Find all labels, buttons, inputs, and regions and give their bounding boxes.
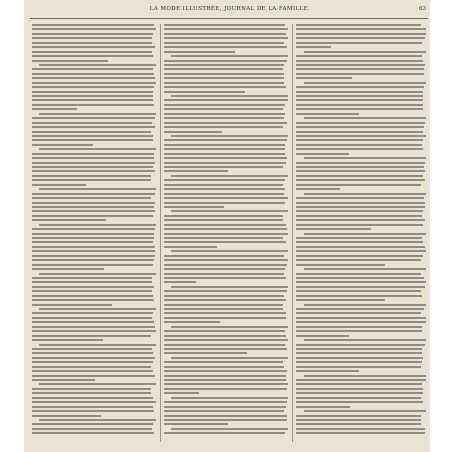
text-line — [164, 375, 286, 377]
text-line — [296, 24, 421, 26]
text-line — [164, 170, 228, 172]
text-line — [164, 241, 286, 243]
text-line — [296, 237, 422, 239]
text-line — [296, 126, 424, 128]
text-line — [32, 312, 153, 314]
column-divider — [292, 24, 293, 442]
text-line — [296, 210, 423, 212]
text-line — [32, 91, 153, 93]
text-line — [164, 104, 285, 106]
text-line — [164, 259, 288, 261]
text-line — [296, 379, 426, 381]
text-line — [32, 401, 156, 403]
text-line — [296, 228, 371, 230]
text-line — [32, 233, 154, 235]
text-line — [296, 144, 422, 146]
text-line — [296, 113, 359, 115]
text-line — [304, 268, 426, 270]
text-line — [296, 419, 421, 421]
text-line — [32, 86, 154, 88]
text-line — [32, 139, 153, 141]
text-line — [164, 392, 199, 394]
text-line — [32, 51, 152, 53]
text-line — [164, 273, 284, 275]
text-line — [164, 91, 245, 93]
page-header — [30, 6, 430, 16]
text-line — [32, 366, 151, 368]
text-line — [164, 86, 286, 88]
text-line — [164, 233, 288, 235]
text-line — [32, 286, 154, 288]
text-line — [164, 153, 285, 155]
text-line — [296, 312, 421, 314]
text-line — [164, 28, 288, 30]
text-line — [32, 219, 106, 221]
text-line — [164, 131, 222, 133]
text-line — [296, 423, 421, 425]
text-line — [296, 281, 426, 283]
text-line — [164, 366, 284, 368]
text-line — [296, 42, 422, 44]
text-line — [296, 170, 425, 172]
text-line — [164, 277, 286, 279]
text-line — [296, 131, 423, 133]
text-line — [164, 193, 284, 195]
text-line — [296, 202, 425, 204]
text-line — [296, 388, 423, 390]
text-line — [32, 135, 153, 137]
text-line — [164, 60, 287, 62]
text-line — [32, 237, 154, 239]
text-line — [164, 339, 288, 341]
text-line — [296, 99, 423, 101]
text-line — [171, 95, 288, 97]
text-line — [164, 330, 285, 332]
text-line — [171, 326, 288, 328]
text-line — [296, 357, 423, 359]
text-line — [296, 317, 426, 319]
text-line — [164, 179, 285, 181]
text-line — [32, 361, 153, 363]
text-line — [296, 277, 424, 279]
text-line — [164, 77, 284, 79]
text-line — [296, 179, 425, 181]
text-line — [164, 344, 285, 346]
text-line — [296, 250, 426, 252]
text-line — [296, 383, 422, 385]
text-line — [32, 415, 101, 417]
text-line — [164, 410, 284, 412]
text-line — [164, 317, 286, 319]
text-line — [164, 423, 228, 425]
text-line — [32, 179, 151, 181]
text-line — [32, 357, 155, 359]
text-line — [164, 24, 285, 26]
text-line — [296, 108, 423, 110]
text-line — [32, 37, 152, 39]
text-line — [171, 286, 288, 288]
text-line — [39, 148, 156, 150]
text-line — [32, 210, 155, 212]
text-line — [164, 162, 286, 164]
text-line — [32, 255, 155, 257]
text-line — [32, 423, 153, 425]
text-line — [296, 148, 423, 150]
text-line — [32, 375, 155, 377]
text-line — [296, 392, 423, 394]
text-line — [32, 206, 154, 208]
text-line — [304, 117, 426, 119]
text-line — [296, 335, 349, 337]
text-line — [171, 175, 288, 177]
text-line — [304, 51, 426, 53]
text-column-2 — [164, 24, 288, 444]
text-line — [164, 68, 283, 70]
text-line — [171, 55, 288, 57]
journal-title: LA MODE ILLUSTRÉE, JOURNAL DE LA FAMILLE. — [149, 6, 311, 12]
text-line — [32, 428, 152, 430]
text-line — [164, 113, 285, 115]
text-line — [32, 197, 151, 199]
text-line — [296, 286, 425, 288]
text-line — [32, 432, 154, 434]
text-line — [164, 144, 285, 146]
text-line — [32, 304, 112, 306]
text-line — [296, 406, 350, 408]
text-line — [39, 224, 156, 226]
text-line — [296, 330, 422, 332]
text-line — [296, 215, 422, 217]
text-line — [32, 108, 77, 110]
text-line — [32, 215, 153, 217]
text-line — [164, 352, 247, 354]
text-line — [304, 193, 426, 195]
text-line — [164, 290, 287, 292]
text-line — [32, 410, 154, 412]
text-line — [164, 415, 287, 417]
text-line — [296, 224, 423, 226]
text-line — [304, 233, 426, 235]
text-line — [39, 188, 156, 190]
text-line — [39, 344, 156, 346]
text-line — [32, 268, 104, 270]
text-line — [164, 304, 283, 306]
text-line — [39, 308, 156, 310]
text-line — [164, 166, 283, 168]
text-line — [32, 290, 152, 292]
text-line — [296, 219, 425, 221]
text-line — [304, 375, 426, 377]
text-line — [164, 184, 283, 186]
text-line — [164, 321, 220, 323]
text-line — [32, 55, 153, 57]
text-line — [304, 157, 426, 159]
text-line — [164, 379, 286, 381]
text-line — [296, 135, 426, 137]
text-line — [164, 148, 285, 150]
text-line — [171, 428, 288, 430]
text-line — [164, 126, 283, 128]
text-line — [164, 264, 287, 266]
text-line — [296, 197, 424, 199]
text-line — [164, 228, 287, 230]
text-line — [32, 295, 153, 297]
text-line — [296, 46, 331, 48]
page-number: 63 — [419, 6, 426, 12]
text-line — [32, 397, 153, 399]
text-line — [32, 330, 156, 332]
text-line — [32, 99, 153, 101]
text-line — [32, 162, 155, 164]
text-line — [32, 28, 156, 30]
text-line — [164, 432, 285, 434]
text-line — [296, 401, 423, 403]
text-line — [164, 122, 287, 124]
text-line — [164, 73, 284, 75]
text-line — [296, 122, 425, 124]
text-line — [296, 361, 422, 363]
text-line — [32, 193, 155, 195]
text-line — [296, 264, 385, 266]
text-line — [296, 259, 421, 261]
text-line — [32, 406, 153, 408]
text-line — [39, 273, 156, 275]
text-line — [296, 241, 423, 243]
text-line — [39, 113, 156, 115]
text-line — [32, 348, 152, 350]
text-line — [171, 397, 288, 399]
text-line — [164, 219, 283, 221]
text-line — [32, 46, 155, 48]
text-line — [32, 126, 155, 128]
text-line — [296, 64, 425, 66]
text-line — [32, 117, 155, 119]
text-line — [164, 246, 217, 248]
text-line — [32, 95, 153, 97]
text-line — [304, 304, 426, 306]
text-line — [296, 188, 340, 190]
text-line — [296, 326, 422, 328]
text-line — [32, 157, 154, 159]
text-line — [296, 162, 425, 164]
text-line — [164, 335, 286, 337]
text-line — [304, 339, 426, 341]
text-line — [296, 432, 425, 434]
text-line — [32, 335, 151, 337]
text-line — [32, 104, 154, 106]
column-divider — [160, 24, 161, 442]
text-line — [296, 273, 421, 275]
text-line — [296, 366, 421, 368]
text-line — [296, 37, 425, 39]
text-line — [32, 166, 153, 168]
text-line — [296, 95, 423, 97]
text-line — [296, 104, 423, 106]
text-line — [32, 264, 153, 266]
text-line — [296, 68, 424, 70]
text-line — [32, 82, 156, 84]
text-line — [32, 77, 155, 79]
text-line — [296, 299, 385, 301]
text-line — [164, 268, 285, 270]
text-line — [296, 77, 352, 79]
text-column-3 — [296, 24, 426, 444]
text-line — [39, 383, 156, 385]
text-line — [164, 401, 287, 403]
text-line — [296, 370, 359, 372]
text-line — [296, 139, 423, 141]
text-line — [171, 357, 288, 359]
text-line — [32, 352, 153, 354]
text-line — [32, 379, 95, 381]
text-line — [32, 246, 155, 248]
text-column-1 — [32, 24, 156, 444]
text-line — [32, 68, 153, 70]
text-line — [171, 250, 288, 252]
text-line — [32, 277, 152, 279]
text-line — [32, 321, 154, 323]
text-line — [32, 170, 155, 172]
text-line — [32, 175, 151, 177]
text-line — [171, 210, 288, 212]
text-line — [32, 259, 154, 261]
text-line — [296, 60, 423, 62]
text-line — [164, 406, 286, 408]
text-line — [32, 122, 152, 124]
text-line — [296, 184, 421, 186]
text-line — [164, 51, 235, 53]
text-line — [39, 419, 156, 421]
text-line — [171, 135, 288, 137]
text-line — [32, 60, 108, 62]
text-line — [164, 383, 288, 385]
text-line — [296, 153, 349, 155]
text-line — [32, 153, 154, 155]
text-line — [296, 415, 421, 417]
text-line — [39, 64, 156, 66]
text-line — [32, 392, 151, 394]
text-line — [296, 397, 421, 399]
text-line — [164, 42, 284, 44]
text-line — [296, 206, 425, 208]
header-rule — [30, 18, 428, 19]
text-line — [296, 55, 422, 57]
text-line — [296, 295, 422, 297]
text-line — [164, 117, 284, 119]
text-line — [164, 64, 284, 66]
text-line — [296, 246, 425, 248]
text-line — [164, 361, 283, 363]
text-line — [296, 308, 424, 310]
text-line — [164, 202, 285, 204]
text-line — [164, 188, 285, 190]
text-line — [164, 157, 287, 159]
text-line — [164, 215, 283, 217]
text-line — [296, 28, 426, 30]
text-line — [32, 131, 151, 133]
text-line — [164, 108, 283, 110]
text-line — [32, 42, 152, 44]
text-line — [164, 308, 283, 310]
text-line — [304, 82, 426, 84]
text-line — [164, 312, 286, 314]
text-line — [164, 255, 284, 257]
text-line — [164, 139, 287, 141]
text-line — [164, 206, 224, 208]
text-line — [164, 82, 284, 84]
text-line — [296, 73, 424, 75]
text-line — [32, 24, 154, 26]
text-line — [164, 224, 286, 226]
text-line — [296, 91, 423, 93]
text-line — [32, 73, 154, 75]
text-line — [296, 428, 425, 430]
text-line — [32, 144, 93, 146]
text-line — [296, 166, 424, 168]
text-line — [296, 348, 422, 350]
text-line — [32, 339, 103, 341]
text-line — [296, 175, 423, 177]
text-line — [296, 33, 426, 35]
text-line — [296, 321, 426, 323]
text-line — [304, 410, 426, 412]
text-line — [164, 37, 288, 39]
text-line — [32, 370, 153, 372]
text-line — [32, 33, 153, 35]
text-line — [32, 281, 152, 283]
text-line — [296, 290, 421, 292]
text-line — [32, 326, 155, 328]
text-line — [32, 317, 152, 319]
text-line — [164, 197, 288, 199]
text-line — [164, 33, 286, 35]
text-line — [164, 99, 288, 101]
text-line — [164, 46, 287, 48]
text-line — [164, 281, 196, 283]
text-line — [32, 250, 155, 252]
text-line — [164, 348, 287, 350]
text-line — [164, 295, 284, 297]
text-line — [296, 352, 422, 354]
text-line — [32, 388, 151, 390]
text-line — [296, 344, 425, 346]
text-line — [164, 388, 287, 390]
text-line — [32, 241, 153, 243]
text-line — [296, 255, 423, 257]
text-line — [164, 419, 287, 421]
text-line — [32, 202, 155, 204]
text-line — [32, 299, 154, 301]
text-line — [296, 86, 424, 88]
text-line — [32, 228, 155, 230]
text-line — [32, 184, 86, 186]
text-line — [164, 237, 283, 239]
text-line — [164, 299, 286, 301]
text-line — [164, 370, 287, 372]
